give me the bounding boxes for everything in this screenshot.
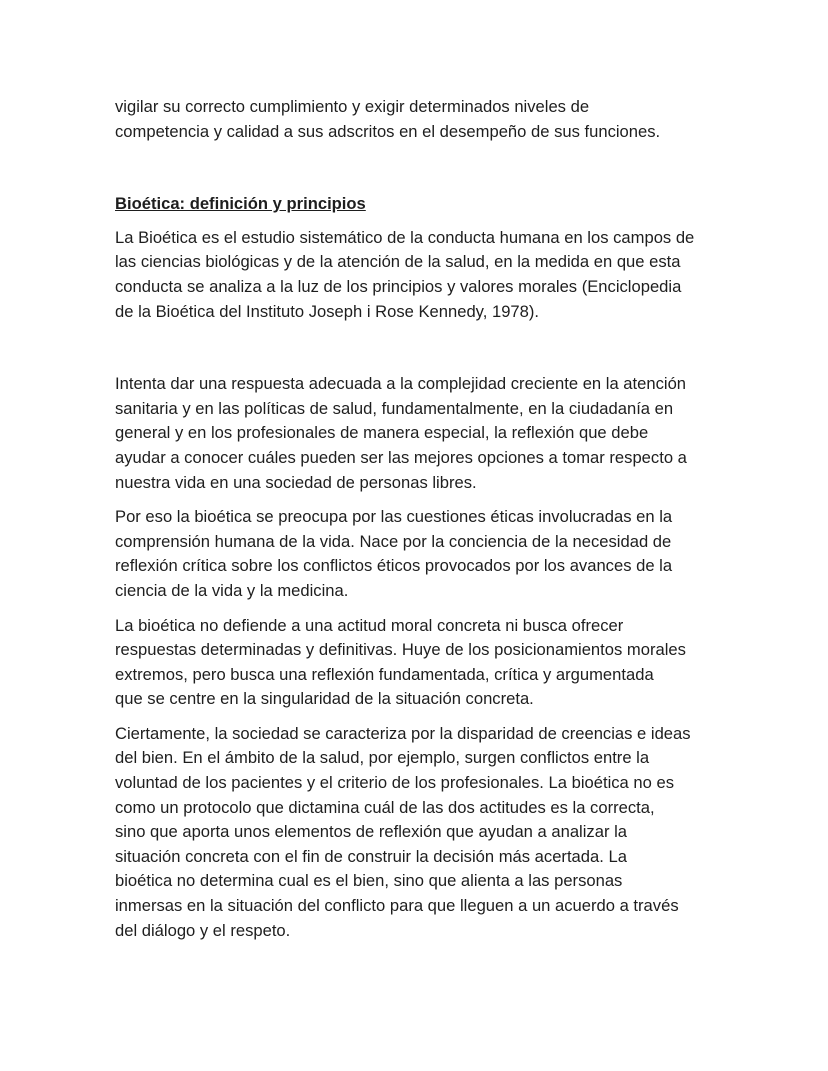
text-line: las ciencias biológicas y de la atención de la salud, en la medida en que esta bbox=[115, 252, 681, 272]
text-line: como un protocolo que dictamina cuál de las dos actitudes es la correcta, bbox=[115, 797, 655, 817]
text-line: reflexión crítica sobre los conflictos éticos provocados por los avances de la bbox=[115, 556, 673, 576]
text-line: del bien. En el ámbito de la salud, por ejemplo, surgen conflictos entre la bbox=[115, 748, 650, 768]
body-paragraph-3 bbox=[115, 614, 715, 712]
text-line: situación concreta con el fin de construir la decisión más acertada. La bbox=[115, 846, 627, 866]
intro-paragraph bbox=[115, 95, 715, 144]
text-line: general y en los profesionales de manera especial, la reflexión que debe bbox=[115, 423, 649, 443]
text-line: inmersas en la situación del conflicto para que lleguen a un acuerdo a través bbox=[115, 896, 679, 916]
text-line: voluntad de los pacientes y el criterio de los profesionales. La bioética no es bbox=[115, 773, 674, 793]
text-line: Por eso la bioética se preocupa por las cuestiones éticas involucradas en la bbox=[115, 507, 673, 527]
text-line: vigilar su correcto cumplimiento y exigir determinados niveles de bbox=[115, 97, 590, 116]
text-line: extremos, pero busca una reflexión fundamentada, crítica y argumentada bbox=[115, 664, 654, 684]
text-line: competencia y calidad a sus adscritos en el desempeño de sus funciones. bbox=[115, 121, 661, 141]
text-line: nuestra vida en una sociedad de personas libres. bbox=[115, 472, 477, 492]
text-line: La bioética no defiende a una actitud moral concreta ni busca ofrecer bbox=[115, 615, 624, 635]
text-line: conducta se analiza a la luz de los principios y valores morales (Enciclopedia bbox=[115, 276, 682, 296]
text-line: que se centre en la singularidad de la situación concreta. bbox=[115, 689, 534, 709]
text-line: Intenta dar una respuesta adecuada a la complejidad creciente en la atención bbox=[115, 374, 687, 394]
text-line: respuestas determinadas y definitivas. Huye de los posicionamientos morales bbox=[115, 640, 686, 660]
text-line: sanitaria y en las políticas de salud, fundamentalmente, en la ciudadanía en bbox=[115, 398, 674, 418]
text-line: Ciertamente, la sociedad se caracteriza por la disparidad de creencias e ideas bbox=[115, 723, 691, 743]
body-paragraph-1 bbox=[115, 372, 715, 495]
text-line: bioética no determina cual es el bien, sino que alienta a las personas bbox=[115, 871, 623, 891]
body-paragraph-2 bbox=[115, 505, 715, 603]
text-line: del diálogo y el respeto. bbox=[115, 920, 291, 940]
text-line: ayudar a conocer cuáles pueden ser las mejores opciones a tomar respecto a bbox=[115, 447, 687, 467]
definition-paragraph bbox=[115, 226, 715, 324]
section-heading: Bioética: definición y principios bbox=[115, 194, 366, 214]
text-line: sino que aporta unos elementos de reflexión que ayudan a analizar la bbox=[115, 822, 627, 842]
document-page bbox=[115, 95, 715, 953]
text-line: ciencia de la vida y la medicina. bbox=[115, 580, 349, 600]
text-line: La Bioética es el estudio sistemático de la conducta humana en los campos de bbox=[115, 227, 695, 247]
text-line: de la Bioética del Instituto Joseph i Rose Kennedy, 1978). bbox=[115, 301, 540, 321]
body-paragraph-4 bbox=[115, 722, 715, 943]
text-line: comprensión humana de la vida. Nace por la conciencia de la necesidad de bbox=[115, 531, 672, 551]
